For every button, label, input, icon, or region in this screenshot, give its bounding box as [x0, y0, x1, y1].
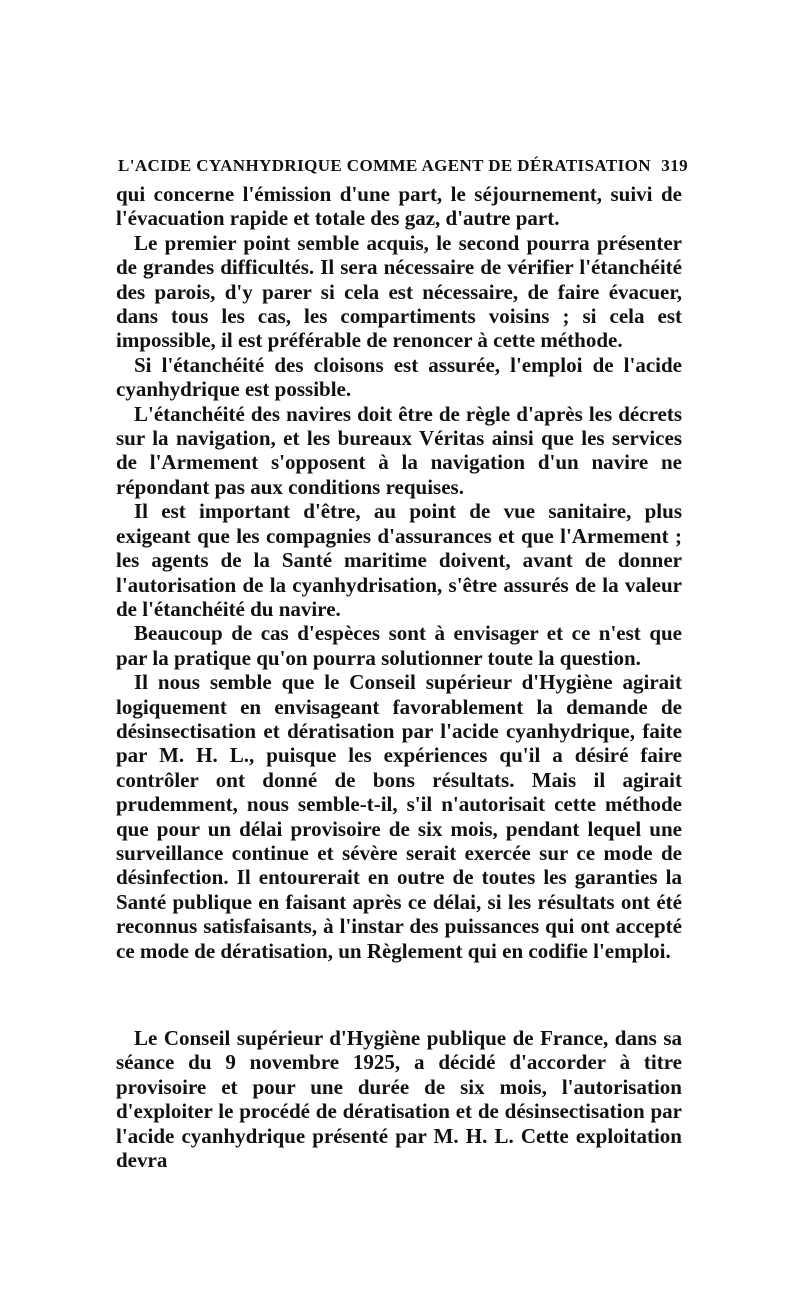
paragraph: Le premier point semble acquis, le second pourra présenter de grandes difficultés. Il sera nécessaire de vérifier l'étanchéité des parois, d'y parer si cela est nécessaire, de faire évacuer, dans tous les cas, les compartiments voisins ; si cela est impossible, il est préférable de renoncer à cette méthode. [116, 230, 682, 353]
paragraph: Beaucoup de cas d'espèces sont à envisager et ce n'est que par la pratique qu'on pourra solutionner toute la question. [116, 621, 682, 670]
running-header [118, 152, 688, 182]
paragraph: Si l'étanchéité des cloisons est assurée, l'emploi de l'acide cyanhydrique est possible. [116, 352, 682, 402]
paragraph: Il nous semble que le Conseil supérieur d'Hygiène agirait logiquement en envisageant favorablement la demande de désinsectisation et dératisation par l'acide cyanhydrique, faite par M. H. L., puisque les expériences qu'il a désiré faire contrôler ont donné de bons résultats. Mais il agirait prudemment, nous semble-t-il, s'il n'autorisait cette méthode que pour un délai provisoire de six mois, pendant lequel une surveillance continue et sévère serait exercée sur ce mode de désinfection. Il entourerait en outre de toutes les garanties la Santé publique en faisant après ce délai, si les résultats ont été reconnus satisfaisants, à l'instar des puissances qui ont accepté ce mode de dératisation, un Règlement qui en codifie l'emploi. [116, 670, 682, 963]
decision-text-block [116, 1026, 682, 1172]
paragraph: Il est important d'être, au point de vue sanitaire, plus exigeant que les compagnies d'assurances et que l'Armement ; les agents de la Santé maritime doivent, avant de donner l'autorisation de la cyanhydrisation, s'être assurés de la valeur de l'étanchéité du navire. [116, 499, 682, 621]
page-number: 319 [661, 156, 688, 175]
main-text-block [116, 182, 682, 963]
paragraph: L'étanchéité des navires doit être de règle d'après les décrets sur la navigation, et les bureaux Véritas ainsi que les services de l'Armement s'opposent à la navigation d'un navire ne répondant pas aux conditions requises. [116, 401, 682, 499]
paragraph-continuation: qui concerne l'émission d'une part, le séjournement, suivi de l'évacuation rapide et totale des gaz, d'autre part. [116, 182, 682, 231]
decision-paragraph: Le Conseil supérieur d'Hygiène publique de France, dans sa séance du 9 novembre 1925, a décidé d'accorder à titre provisoire et pour une durée de six mois, l'autorisation d'exploiter le procédé de dératisation et de désinsectisation par l'acide cyanhydrique présenté par M. H. L. Cette exploitation devra [116, 1026, 682, 1173]
running-title: L'ACIDE CYANHYDRIQUE COMME AGENT DE DÉRATISATION [118, 156, 651, 175]
